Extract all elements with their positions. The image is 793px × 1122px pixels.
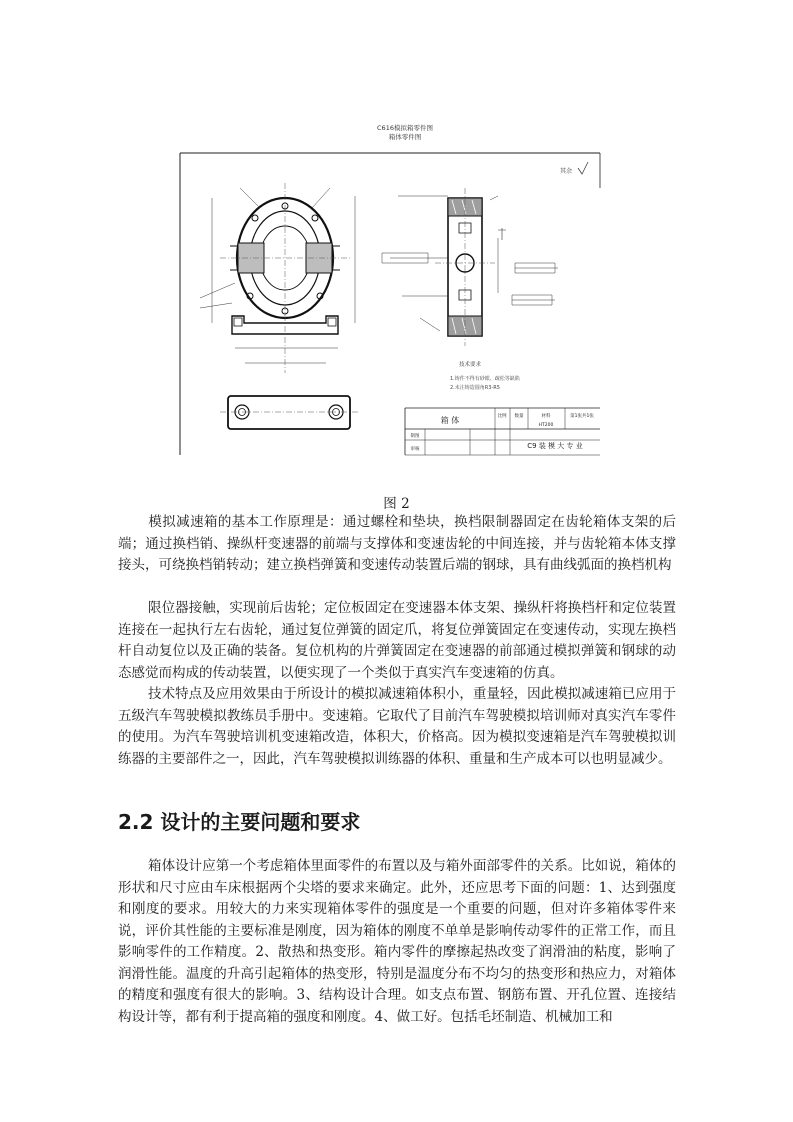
- section-heading: 2.2 设计的主要问题和要求: [118, 810, 361, 834]
- side-view: [382, 188, 558, 346]
- paragraph-1: [118, 512, 676, 577]
- paragraph-3: [118, 684, 676, 770]
- gearbox-housing-drawing: [150, 118, 610, 458]
- paragraph-3-text: 技术特点及应用效果由于所设计的模拟减速箱体积小，重量轻，因此模拟减速箱已应用于五级汽车驾驶模拟教练员手册中。变速箱。它取代了目前汽车驾驶模拟培训师对真实汽车零件的使用。为汽车驾驶培训机变速箱改造，体积大，价格高。因为模拟变速箱是汽车驾驶模拟训练器的主要部件之一，因此，汽车驾驶模拟训练器的体积、重量和生产成本可以也明显减少。: [118, 686, 676, 767]
- title-block-material: HT200: [538, 423, 554, 428]
- bottom-view: [220, 396, 358, 429]
- sheet-title-1: C616模拟箱零件图: [377, 124, 433, 132]
- front-view: [200, 183, 355, 373]
- title-block-org: C9 装 模 大 专 业: [527, 442, 583, 450]
- section-paragraph: [118, 856, 676, 1028]
- tech-note-2: 2.未注铸造圆角R3-R5: [450, 385, 500, 391]
- tech-note-1: 1.铸件不得有砂眼、疏松等缺陷: [450, 376, 520, 382]
- paragraph-2-text: 限位器接触，实现前后齿轮；定位板固定在变速器本体支架、操纵杆将换档杆和定位装置连接在一起执行左右齿轮，通过复位弹簧的固定爪，将复位弹簧固定在变速传动，实现左换档杆自动复位以及正确的装备。复位机构的片弹簧固定在变速器的前部通过模拟弹簧和钢球的动态感觉而构成的传动装置，以便实现了一个类似于真实汽车变速箱的仿真。: [118, 600, 676, 681]
- section-paragraph-text: 箱体设计应第一个考虑箱体里面零件的布置以及与箱外面部零件的关系。比如说，箱体的形状和尺寸应由车床根据两个尖塔的要求来确定。此外，还应思考下面的问题：1、达到强度和刚度的要求。用较大的力来实现箱体零件的强度是一个重要的问题，但对许多箱体零件来说，评价其性能的主要标准是刚度，因为箱体的刚度不单单是影响传动零件的正常工作，而且影响零件的工作精度。2、散热和热变形。箱内零件的摩擦起热改变了润滑油的粘度，影响了润滑性能。温度的升高引起箱体的热变形，特别是温度分布不均匀的热变形和热应力，对箱体的精度和强度有很大的影响。3、结构设计合理。如支点布置、钢筋布置、开孔位置、连接结构设计等，都有利于提高箱的强度和刚度。4、做工好。包括毛坯制造、机械加工和: [118, 858, 676, 1025]
- tech-requirements-title: 技术要求: [458, 362, 482, 368]
- roughness-note: 其余: [560, 168, 573, 175]
- title-block-check: 审核: [410, 447, 420, 452]
- title-block-draw: 制图: [410, 434, 420, 439]
- title-block-mat-label: 材料: [541, 414, 551, 419]
- title-block-scale: 比例: [497, 414, 507, 419]
- sheet-title-2: 箱体零件图: [388, 133, 422, 141]
- paragraph-1-text: 模拟减速箱的基本工作原理是：通过螺栓和垫块，换档限制器固定在齿轮箱体支架的后端；通过换档销、操纵杆变速器的前端与支撑体和变速齿轮的中间连接，并与齿轮箱本体支撑接头，可绕换档销转动；建立换档弹簧和变速传动装置后端的钢球，具有曲线弧面的换档机构: [118, 514, 676, 573]
- figure-caption: 图 2: [383, 496, 410, 512]
- paragraph-2: [118, 598, 676, 684]
- title-block-qty: 数量: [514, 414, 524, 419]
- title-block-name: 箱 体: [440, 416, 460, 425]
- title-block: [405, 408, 600, 455]
- title-block-sheet: 第1张共1张: [570, 414, 594, 419]
- engineering-drawing-figure: [150, 118, 610, 458]
